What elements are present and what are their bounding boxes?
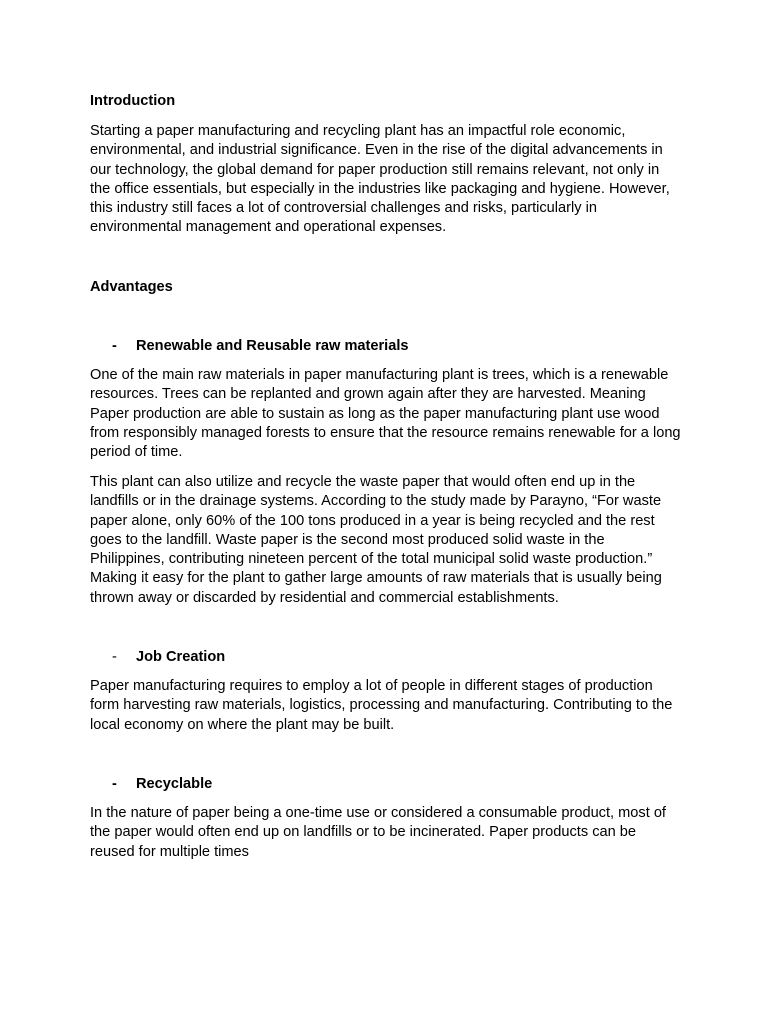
bullet-recyclable bbox=[112, 775, 212, 794]
bullet-dash: - bbox=[112, 776, 117, 792]
bullet-label: Recyclable bbox=[136, 776, 213, 792]
bullet-dash: - bbox=[112, 338, 117, 354]
bullet-label: Renewable and Reusable raw materials bbox=[136, 338, 409, 354]
recyclable-paragraph: In the nature of paper being a one-time use or considered a consumable product, most of the paper would often end up on landfills or to be incinerated. Paper products can be reused for multiple times bbox=[90, 805, 666, 860]
advantages-heading: Advantages bbox=[90, 279, 173, 295]
bullet-job-creation bbox=[112, 648, 225, 667]
introduction-heading: Introduction bbox=[90, 93, 176, 109]
bullet-renewable-materials bbox=[112, 337, 409, 356]
introduction-paragraph: Starting a paper manufacturing and recycling plant has an impactful role economic, environmental, and industrial significance. Even in the rise of the digital advancements in our technology, the global demand for paper production still remains relevant, not only in the office essentials, but especially in the industries like packaging and hygiene. However, this industry still faces a lot of controversial challenges and risks, particularly in environmental management and operational expenses. bbox=[90, 123, 670, 236]
renewable-paragraph-1: One of the main raw materials in paper manufacturing plant is trees, which is a renewable resources. Trees can be replanted and grown again after they are harvested. Meaning Paper production are able to sustain as long as the paper manufacturing plant use wood from responsibly managed forests to ensure that the resource remains renewable for a long period of time. bbox=[90, 367, 681, 461]
job-creation-paragraph: Paper manufacturing requires to employ a lot of people in different stages of production form harvesting raw materials, logistics, processing and manufacturing. Contributing to the local economy on where the plant may be built. bbox=[90, 678, 673, 733]
bullet-label: Job Creation bbox=[136, 649, 226, 665]
bullet-dash: - bbox=[112, 649, 117, 665]
renewable-paragraph-2: This plant can also utilize and recycle the waste paper that would often end up in the landfills or in the drainage systems. According to the study made by Parayno, “For waste paper alone, only 60% of the 100 tons produced in a year is being recycled and the rest goes to the landfill. Waste paper is the second most produced solid waste in the Philippines, contributing nineteen percent of the total municipal solid waste production.” Making it easy for the plant to gather large amounts of raw materials that is usually being thrown away or discarded by residential and commercial establishments. bbox=[90, 474, 662, 606]
